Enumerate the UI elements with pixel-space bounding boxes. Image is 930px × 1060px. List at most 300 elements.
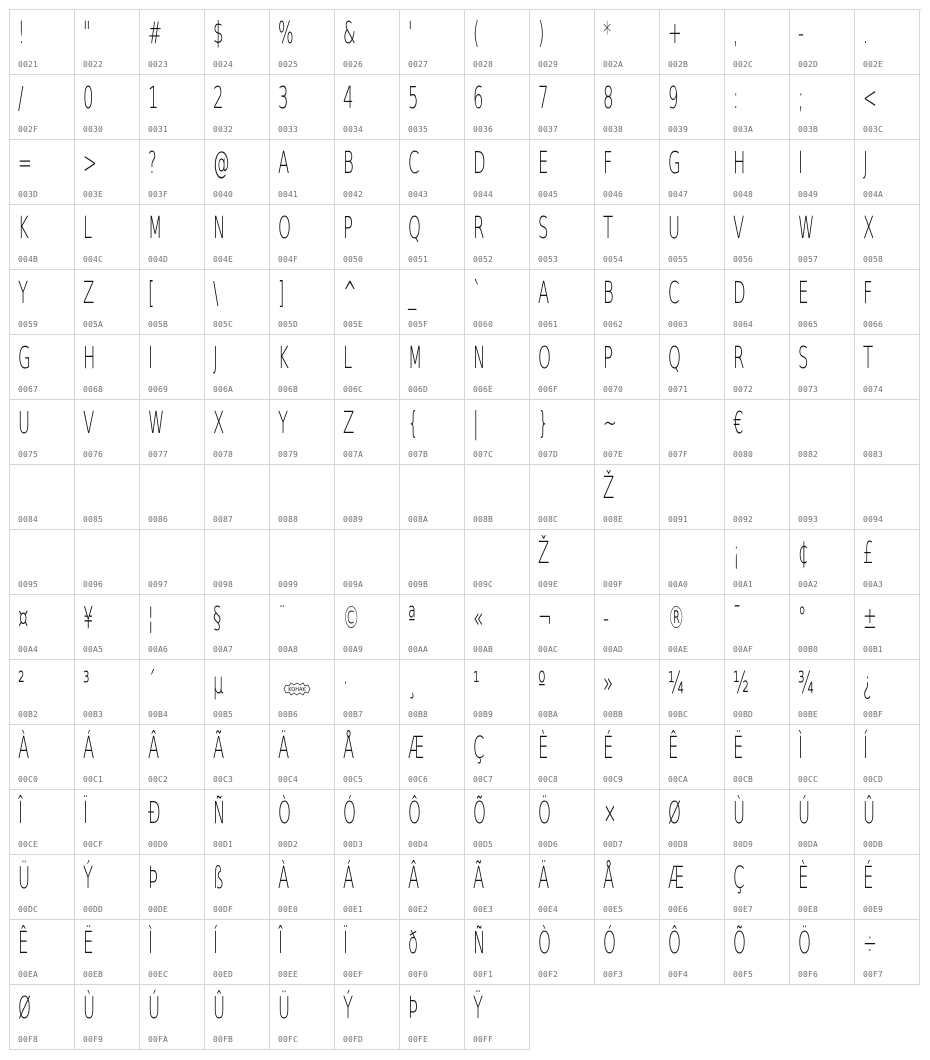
glyph-sample: G [668, 146, 681, 181]
glyph-codepoint: 00D2 [278, 840, 299, 849]
glyph-sample: E [538, 146, 549, 181]
stamp-logo-text: KOHAK [288, 687, 306, 693]
glyph-cell [790, 920, 855, 985]
glyph-sample: \ [213, 276, 219, 311]
glyph-codepoint: 008A [408, 515, 429, 524]
glyph-cell [530, 270, 595, 335]
glyph-sample: Ó [603, 926, 616, 961]
glyph-sample: É [863, 861, 874, 896]
glyph-sample: M [148, 211, 163, 246]
glyph-sample: R [733, 341, 745, 376]
glyph-cell [10, 205, 75, 270]
glyph-cell [530, 790, 595, 855]
glyph-codepoint: 00EF [343, 970, 364, 979]
glyph-cell [855, 595, 920, 660]
glyph-sample: $ [213, 16, 224, 51]
glyph-codepoint: 00F4 [668, 970, 689, 979]
glyph-codepoint: 0035 [408, 125, 429, 134]
glyph-cell [335, 465, 400, 530]
glyph-cell [660, 335, 725, 400]
glyph-cell [140, 790, 205, 855]
glyph-codepoint: 00CB [733, 775, 754, 784]
glyph-sample: C [668, 276, 680, 311]
glyph-codepoint: 0064 [733, 320, 754, 329]
glyph-cell [270, 465, 335, 530]
glyph-cell [725, 790, 790, 855]
glyph-cell [855, 335, 920, 400]
glyph-cell [335, 920, 400, 985]
glyph-sample: ´ [148, 666, 156, 701]
glyph-sample: ð [408, 926, 419, 961]
glyph-codepoint: 0027 [408, 60, 429, 69]
glyph-codepoint: 0034 [343, 125, 364, 134]
glyph-cell [465, 920, 530, 985]
glyph-sample: - [603, 601, 609, 636]
glyph-cell [400, 465, 465, 530]
glyph-cell [725, 920, 790, 985]
glyph-cell [595, 595, 660, 660]
glyph-cell [595, 400, 660, 465]
glyph-sample: S [798, 341, 809, 376]
glyph-cell [75, 530, 140, 595]
glyph-cell [10, 400, 75, 465]
glyph-sample: ; [798, 81, 804, 116]
glyph-codepoint: 002E [863, 60, 884, 69]
glyph-sample: ½ [733, 666, 749, 701]
glyph-codepoint: 003B [798, 125, 819, 134]
glyph-sample: J [863, 146, 868, 181]
glyph-codepoint: 00B4 [148, 710, 169, 719]
glyph-codepoint: 006C [343, 385, 364, 394]
glyph-sample: Ž [603, 471, 615, 506]
glyph-cell [10, 140, 75, 205]
glyph-cell [855, 400, 920, 465]
glyph-cell [75, 595, 140, 660]
glyph-sample: Y [18, 276, 29, 311]
glyph-cell [270, 75, 335, 140]
glyph-codepoint: 0039 [668, 125, 689, 134]
glyph-sample: ~ [603, 406, 617, 441]
glyph-codepoint: 0074 [863, 385, 884, 394]
glyph-cell [660, 205, 725, 270]
glyph-cell [75, 140, 140, 205]
glyph-sample: ® [668, 601, 685, 636]
glyph-codepoint: 00F7 [863, 970, 884, 979]
glyph-cell [595, 920, 660, 985]
glyph-cell [725, 140, 790, 205]
glyph-cell [140, 465, 205, 530]
glyph-codepoint: 0084 [18, 515, 39, 524]
glyph-codepoint: 0094 [863, 515, 884, 524]
glyph-cell [530, 530, 595, 595]
glyph-codepoint: 00CE [18, 840, 39, 849]
glyph-codepoint: 0071 [668, 385, 689, 394]
glyph-cell [725, 400, 790, 465]
glyph-sample: Å [343, 731, 355, 766]
glyph-codepoint: 007F [668, 450, 689, 459]
glyph-codepoint: 00F5 [733, 970, 754, 979]
glyph-cell [530, 660, 595, 725]
glyph-sample: ° [798, 601, 807, 636]
glyph-sample: Í [863, 731, 868, 766]
glyph-codepoint: 00FA [148, 1035, 169, 1044]
glyph-codepoint: 0043 [408, 190, 429, 199]
glyph-cell [465, 465, 530, 530]
glyph-cell [335, 595, 400, 660]
glyph-cell [270, 335, 335, 400]
glyph-codepoint: 00B6 [278, 710, 299, 719]
glyph-sample: È [798, 861, 809, 896]
glyph-sample: ¨ [278, 601, 287, 636]
glyph-cell [660, 140, 725, 205]
glyph-codepoint: 0050 [343, 255, 364, 264]
glyph-cell [335, 270, 400, 335]
glyph-codepoint: 0054 [603, 255, 624, 264]
glyph-sample: Ì [148, 926, 153, 961]
glyph-sample: È [538, 731, 549, 766]
glyph-codepoint: 0063 [668, 320, 689, 329]
glyph-codepoint: 0061 [538, 320, 559, 329]
glyph-codepoint: 0023 [148, 60, 169, 69]
glyph-cell [270, 920, 335, 985]
glyph-cell [140, 140, 205, 205]
glyph-sample: Ã [473, 861, 485, 896]
glyph-codepoint: 0088 [278, 515, 299, 524]
glyph-cell [790, 400, 855, 465]
glyph-sample: Z [343, 406, 355, 441]
glyph-sample: ( [473, 16, 480, 51]
glyph-codepoint: 0079 [278, 450, 299, 459]
glyph-sample: « [473, 601, 484, 636]
glyph-sample: Á [343, 861, 355, 896]
glyph-cell [75, 10, 140, 75]
glyph-cell [595, 75, 660, 140]
glyph-cell [400, 855, 465, 920]
glyph-codepoint: 0086 [148, 515, 169, 524]
glyph-codepoint: 002C [733, 60, 754, 69]
glyph-sample: [ [148, 276, 155, 311]
glyph-sample: K [18, 211, 29, 246]
glyph-cell [725, 660, 790, 725]
glyph-cell [140, 270, 205, 335]
glyph-codepoint: 00E5 [603, 905, 624, 914]
glyph-sample: M [408, 341, 423, 376]
glyph-codepoint: 0038 [603, 125, 624, 134]
glyph-sample: N [473, 341, 486, 376]
glyph-codepoint: 0092 [733, 515, 754, 524]
glyph-cell [855, 790, 920, 855]
glyph-sample: X [213, 406, 225, 441]
glyph-cell [790, 270, 855, 335]
glyph-codepoint: 0065 [798, 320, 819, 329]
glyph-codepoint: 00FF [473, 1035, 494, 1044]
glyph-codepoint: 00D3 [343, 840, 364, 849]
glyph-codepoint: 00BE [798, 710, 819, 719]
glyph-cell [400, 140, 465, 205]
glyph-codepoint: 0087 [213, 515, 234, 524]
glyph-sample: # [148, 16, 162, 51]
glyph-codepoint: 00BF [863, 710, 884, 719]
glyph-sample: Y [278, 406, 289, 441]
glyph-cell [595, 10, 660, 75]
glyph-cell [790, 335, 855, 400]
glyph-sample: P [343, 211, 353, 246]
glyph-cell [465, 75, 530, 140]
glyph-sample: I [148, 341, 153, 376]
glyph-sample: Ê [18, 926, 29, 961]
glyph-codepoint: 00ED [213, 970, 234, 979]
glyph-cell [660, 465, 725, 530]
glyph-codepoint: 007E [603, 450, 624, 459]
glyph-codepoint: 0093 [798, 515, 819, 524]
glyph-sample: Û [863, 796, 876, 831]
glyph-cell [855, 205, 920, 270]
glyph-codepoint: 008B [473, 515, 494, 524]
glyph-sample: Þ [408, 991, 418, 1026]
glyph-cell [465, 140, 530, 205]
glyph-cell [335, 985, 400, 1050]
glyph-codepoint: 0045 [538, 190, 559, 199]
glyph-sample: 6 [473, 81, 484, 116]
glyph-codepoint: 00F2 [538, 970, 559, 979]
glyph-codepoint: 005F [408, 320, 429, 329]
glyph-codepoint: 00AA [408, 645, 429, 654]
glyph-codepoint: 0095 [18, 580, 39, 589]
glyph-codepoint: 0049 [798, 190, 819, 199]
glyph-codepoint: 002B [668, 60, 689, 69]
glyph-cell [790, 140, 855, 205]
glyph-sample: S [538, 211, 549, 246]
glyph-codepoint: 0075 [18, 450, 39, 459]
glyph-cell [660, 530, 725, 595]
glyph-sample: ± [863, 601, 877, 636]
glyph-codepoint: 003F [148, 190, 169, 199]
glyph-sample: ¹ [473, 666, 480, 701]
glyph-sample: P [603, 341, 613, 376]
glyph-codepoint: 0097 [148, 580, 169, 589]
glyph-codepoint: 0057 [798, 255, 819, 264]
glyph-codepoint: 0031 [148, 125, 169, 134]
glyph-codepoint: 00E0 [278, 905, 299, 914]
glyph-codepoint: 00F6 [798, 970, 819, 979]
glyph-sample: ¬ [538, 601, 552, 636]
glyph-cell [725, 725, 790, 790]
glyph-sample: T [863, 341, 874, 376]
glyph-sample: F [863, 276, 873, 311]
glyph-sample: 0 [83, 81, 94, 116]
glyph-codepoint: 00CC [798, 775, 819, 784]
glyph-cell [400, 530, 465, 595]
glyph-sample: Ó [343, 796, 356, 831]
glyph-codepoint: 00CA [668, 775, 689, 784]
glyph-sample: I [798, 146, 803, 181]
glyph-cell [530, 400, 595, 465]
glyph-codepoint: 00D4 [408, 840, 429, 849]
glyph-sample: £ [863, 536, 874, 571]
glyph-sample: € [733, 406, 744, 441]
glyph-sample: 7 [538, 81, 549, 116]
glyph-codepoint: 002F [18, 125, 39, 134]
glyph-sample: Î [18, 796, 23, 831]
glyph-codepoint: 00A0 [668, 580, 689, 589]
glyph-cell [465, 400, 530, 465]
glyph-codepoint: 0047 [668, 190, 689, 199]
glyph-cell [205, 335, 270, 400]
glyph-sample: C [408, 146, 420, 181]
glyph-codepoint: 00F0 [408, 970, 429, 979]
glyph-sample: D [473, 146, 486, 181]
glyph-sample: Ü [18, 861, 31, 896]
glyph-cell [140, 530, 205, 595]
glyph-codepoint: 00EA [18, 970, 39, 979]
glyph-cell [595, 790, 660, 855]
glyph-sample: É [603, 731, 614, 766]
glyph-cell [10, 75, 75, 140]
glyph-cell [790, 595, 855, 660]
glyph-cell [465, 595, 530, 660]
glyph-codepoint: 00C4 [278, 775, 299, 784]
glyph-sample: / [18, 81, 24, 116]
glyph-sample: ? [148, 146, 157, 181]
glyph-sample: F [603, 146, 613, 181]
glyph-codepoint: 00FE [408, 1035, 429, 1044]
glyph-sample: _ [408, 276, 417, 311]
glyph-cell [855, 530, 920, 595]
glyph-cell [335, 725, 400, 790]
glyph-sample: Ö [538, 796, 551, 831]
glyph-codepoint: 00A8 [278, 645, 299, 654]
glyph-sample: ª [408, 601, 416, 636]
glyph-sample: V [733, 211, 745, 246]
glyph-cell [10, 725, 75, 790]
glyph-codepoint: 002D [798, 60, 819, 69]
glyph-codepoint: 00F3 [603, 970, 624, 979]
glyph-cell [10, 335, 75, 400]
glyph-codepoint: 00A5 [83, 645, 104, 654]
glyph-codepoint: 00DD [83, 905, 104, 914]
glyph-codepoint: 00A3 [863, 580, 884, 589]
glyph-sample: . [863, 16, 869, 51]
glyph-sample: W [798, 211, 815, 246]
glyph-cell [75, 855, 140, 920]
glyph-cell [205, 270, 270, 335]
glyph-codepoint: 0022 [83, 60, 104, 69]
glyph-cell [335, 855, 400, 920]
glyph-cell [530, 10, 595, 75]
glyph-codepoint: 0067 [18, 385, 39, 394]
glyph-sample: º [538, 666, 546, 701]
glyph-sample: A [538, 276, 550, 311]
glyph-cell [270, 985, 335, 1050]
glyph-sample: » [603, 666, 614, 701]
glyph-cell [270, 660, 335, 725]
glyph-codepoint: 003C [863, 125, 884, 134]
glyph-codepoint: 00C9 [603, 775, 624, 784]
glyph-sample: , [733, 16, 739, 51]
glyph-sample: Ï [343, 926, 348, 961]
glyph-codepoint: 004F [278, 255, 299, 264]
glyph-codepoint: 00C0 [18, 775, 39, 784]
glyph-sample: > [83, 146, 97, 181]
glyph-cell [855, 10, 920, 75]
glyph-cell [10, 985, 75, 1050]
glyph-cell [10, 920, 75, 985]
glyph-codepoint: 0091 [668, 515, 689, 524]
glyph-codepoint: 00D1 [213, 840, 234, 849]
glyph-cell [660, 595, 725, 660]
glyph-sample: Ø [668, 796, 681, 831]
glyph-codepoint: 00F8 [18, 1035, 39, 1044]
glyph-sample: H [83, 341, 96, 376]
glyph-sample: Ÿ [473, 991, 484, 1026]
stamp-logo [282, 682, 312, 696]
glyph-codepoint: 00B1 [863, 645, 884, 654]
glyph-cell [790, 75, 855, 140]
glyph-codepoint: 0070 [603, 385, 624, 394]
glyph-cell [790, 790, 855, 855]
glyph-sample: O [538, 341, 551, 376]
glyph-cell [855, 725, 920, 790]
glyph-cell [400, 595, 465, 660]
glyph-cell [140, 400, 205, 465]
glyph-codepoint: 003E [83, 190, 104, 199]
glyph-sample: W [148, 406, 165, 441]
glyph-codepoint: 00DF [213, 905, 234, 914]
glyph-cell [595, 465, 660, 530]
glyph-sample: § [213, 601, 222, 636]
glyph-codepoint: 0056 [733, 255, 754, 264]
glyph-codepoint: 0080 [733, 450, 754, 459]
glyph-codepoint: 007A [343, 450, 364, 459]
glyph-codepoint: 00E6 [668, 905, 689, 914]
glyph-cell [335, 75, 400, 140]
glyph-codepoint: 00D6 [538, 840, 559, 849]
glyph-sample: Î [278, 926, 283, 961]
glyph-sample: | [473, 406, 479, 441]
glyph-cell [10, 660, 75, 725]
glyph-sample: Õ [733, 926, 746, 961]
glyph-sample: : [733, 81, 739, 116]
glyph-codepoint: 0029 [538, 60, 559, 69]
glyph-sample: X [863, 211, 875, 246]
glyph-codepoint: 00B3 [83, 710, 104, 719]
glyph-codepoint: 00FD [343, 1035, 364, 1044]
glyph-codepoint: 0053 [538, 255, 559, 264]
glyph-sample: Ë [733, 731, 744, 766]
glyph-codepoint: 00AE [668, 645, 689, 654]
glyph-sample: À [278, 861, 290, 896]
glyph-cell [335, 790, 400, 855]
glyph-cell [75, 270, 140, 335]
glyph-codepoint: 00F1 [473, 970, 494, 979]
glyph-cell [660, 270, 725, 335]
glyph-cell [10, 270, 75, 335]
glyph-cell [790, 465, 855, 530]
glyph-cell [530, 140, 595, 205]
glyph-codepoint: 0083 [863, 450, 884, 459]
glyph-sample: } [538, 406, 549, 441]
glyph-codepoint: 009B [408, 580, 429, 589]
glyph-sample: ' [408, 16, 413, 51]
glyph-cell [790, 10, 855, 75]
glyph-codepoint: 0026 [343, 60, 364, 69]
glyph-cell [10, 465, 75, 530]
glyph-cell [335, 400, 400, 465]
glyph-cell [465, 790, 530, 855]
glyph-codepoint: 0098 [213, 580, 234, 589]
glyph-cell [855, 465, 920, 530]
glyph-cell [855, 270, 920, 335]
